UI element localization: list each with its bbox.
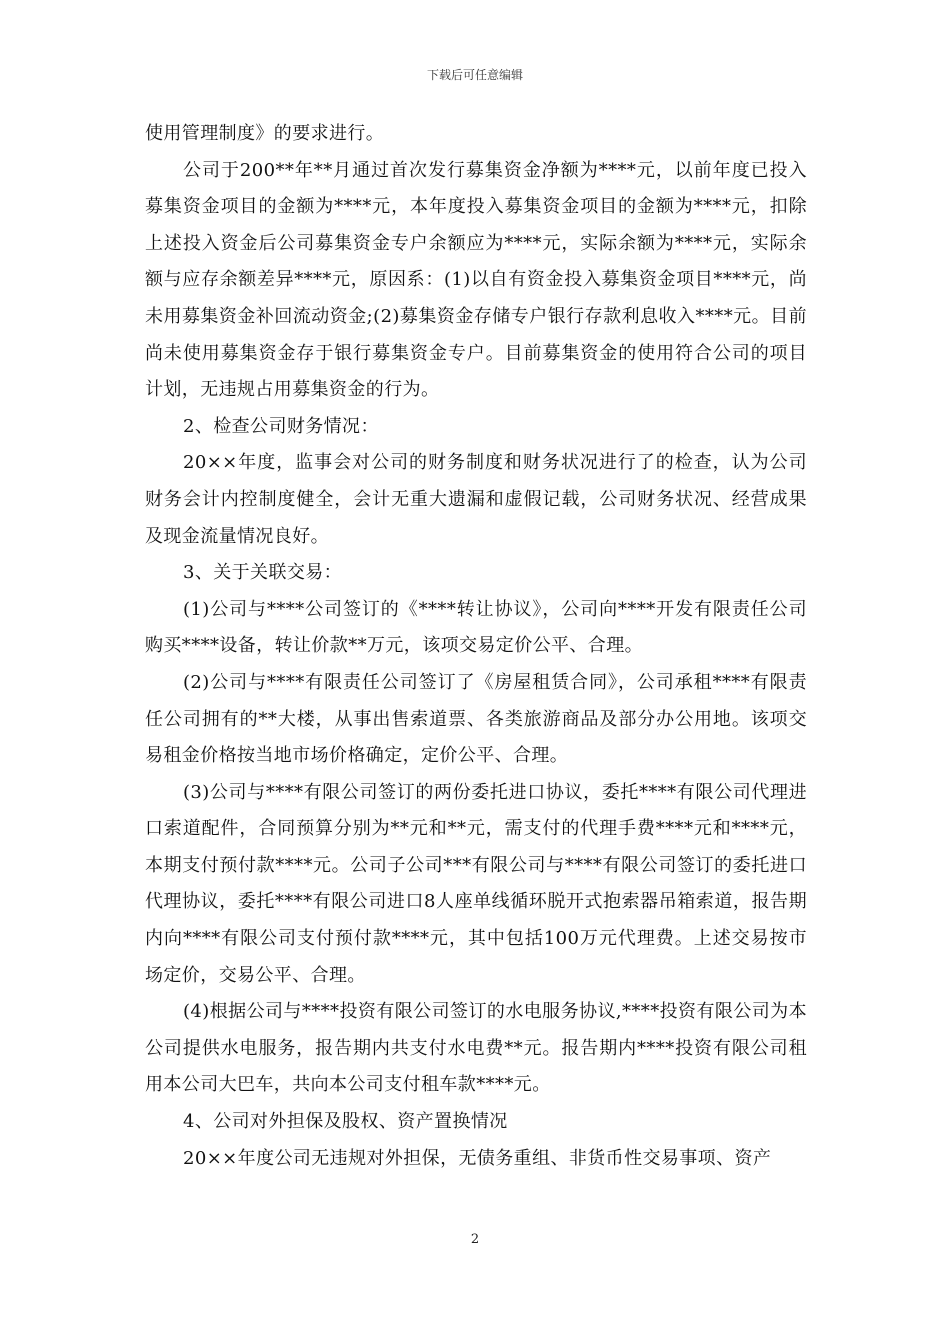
paragraph-transaction-2: (2)公司与****有限责任公司签订了《房屋租赁合同》，公司承租****有限责任公司拥有的**大楼，从事出售索道票、各类旅游商品及部分办公用地。该项交易租金价格按当地市场价格确定，定价公平、合理。 bbox=[145, 671, 807, 767]
page-number: 2 bbox=[470, 1232, 480, 1247]
section-heading-related-transactions: 3、关于关联交易： bbox=[183, 562, 343, 584]
section-heading-finance-check: 2、检查公司财务情况： bbox=[183, 415, 379, 437]
paragraph-fund-usage: 公司于200**年**月通过首次发行募集资金净额为****元，以前年度已投入募集资金项目的金额为****元，本年度投入募集资金项目的金额为****元，扣除上述投入资金后公司募集资金专户余额应为****元，实际余额为****元，实际余额与应存余额差异****元，原因系：(1)以自有资金投入募集资金项目****元，尚未用募集资金补回流动资金;(2)募集资金存储专户银行存款利息收入****元。目前尚未使用募集资金存于银行募集资金专户。目前募集资金的使用符合公司的项目计划，无违规占用募集资金的行为。 bbox=[145, 159, 807, 401]
section-heading-guarantees: 4、公司对外担保及股权、资产置换情况 bbox=[183, 1111, 508, 1133]
paragraph-transaction-4: (4)根据公司与****投资有限公司签订的水电服务协议,****投资有限公司为本公司提供水电服务，报告期内共支付水电费**元。报告期内****投资有限公司租用本公司大巴车，共向本公司支付租车款****元。 bbox=[145, 1001, 807, 1096]
paragraph-finance-check: 20××年度，监事会对公司的财务制度和财务状况进行了的检查，认为公司财务会计内控制度健全，会计无重大遗漏和虚假记载，公司财务状况、经营成果及现金流量情况良好。 bbox=[145, 452, 807, 547]
paragraph-transaction-1: (1)公司与****公司签订的《****转让协议》，公司向****开发有限责任公司购买****设备，转让价款**万元，该项交易定价公平、合理。 bbox=[145, 598, 807, 657]
paragraph-transaction-3: (3)公司与****有限公司签订的两份委托进口协议，委托****有限公司代理进口索道配件，合同预算分别为**元和**元，需支付的代理手费****元和****元，本期支付预付款****元。公司子公司***有限公司与****有限公司签订的委托进口代理协议，委托****有限公司进口8人座单线循环脱开式抱索器吊箱索道，报告期内向****有限公司支付预付款****元，其中包括100万元代理费。上述交易按市场定价，交易公平、合理。 bbox=[145, 781, 807, 986]
page-header-note: 下载后可任意编辑 bbox=[426, 68, 523, 82]
paragraph-guarantees: 20××年度公司无违规对外担保，无债务重组、非货币性交易事项、资产 bbox=[183, 1147, 772, 1169]
paragraph-continuation: 使用管理制度》的要求进行。 bbox=[145, 123, 385, 144]
document-body bbox=[145, 116, 807, 1177]
